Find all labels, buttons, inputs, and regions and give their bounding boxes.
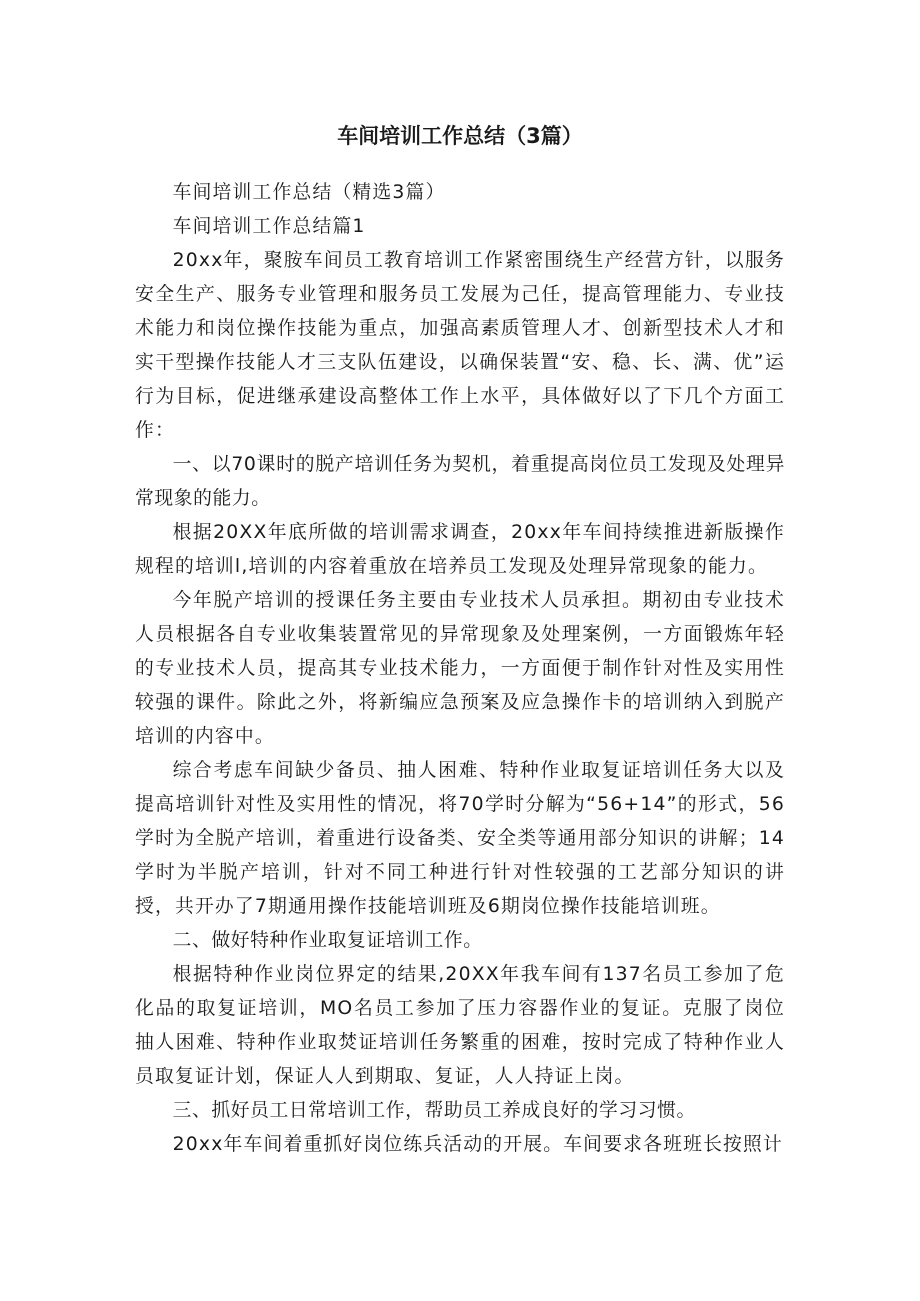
paragraph: 今年脱产培训的授课任务主要由专业技术人员承担。期初由专业技术人员根据各自专业收集装置常见的异常现象及处理案例，一方面锻炼年轻的专业技术人员，提高其专业技术能力，一方面便于制作针对性及实用性较强的课件。除此之外，将新编应急预案及应急操作卡的培训纳入到脱产培训的内容中。 xyxy=(135,590,785,747)
paragraph: 20xx年车间着重抓好岗位练兵活动的开展。车间要求各班班长按照计 xyxy=(172,1134,783,1155)
paragraph-heading: 二、做好特种作业取复证培训工作。 xyxy=(172,930,483,951)
paragraph-heading: 三、抓好员工日常培训工作，帮助员工养成良好的学习习惯。 xyxy=(172,1100,696,1121)
document-title: 车间培训工作总结（3篇） xyxy=(337,124,583,148)
document-body xyxy=(135,176,785,1162)
paragraph-section-title: 车间培训工作总结篇1 xyxy=(172,216,366,237)
paragraph: 20xx年，聚胺车间员工教育培训工作紧密围绕生产经营方针，以服务安全生产、服务专业管理和服务员工发展为己任，提高管理能力、专业技术能力和岗位操作技能为重点，加强高素质管理人才、创新型技术人才和实干型操作技能人才三支队伍建设，以确保装置“安、稳、长、满、优”运行为目标，促进继承建设高整体工作上水平，具体做好以了下几个方面工作： xyxy=(135,250,785,441)
paragraph-heading: 一、以70课时的脱产培训任务为契机，着重提高岗位员工发现及处理异常现象的能力。 xyxy=(135,454,785,509)
paragraph: 根据20XX年底所做的培训需求调查，20xx年车间持续推进新版操作规程的培训l,培训的内容着重放在培养员工发现及处理异常现象的能力。 xyxy=(135,522,785,577)
paragraph: 综合考虑车间缺少备员、抽人困难、特种作业取复证培训任务大以及提高培训针对性及实用性的情况，将70学时分解为“56+14”的形式，56学时为全脱产培训，着重进行设备类、安全类等通用部分知识的讲解；14学时为半脱产培训，针对不同工种进行针对性较强的工艺部分知识的讲授，共开办了7期通用操作技能培训班及6期岗位操作技能培训班。 xyxy=(135,760,785,917)
paragraph-subtitle: 车间培训工作总结（精选3篇） xyxy=(172,182,446,203)
paragraph: 根据特种作业岗位界定的结果,20XX年我车间有137名员工参加了危化品的取复证培训，MO名员工参加了压力容器作业的复证。克服了岗位抽人困难、特种作业取焚证培训任务繁重的困难，按时完成了特种作业人员取复证计划，保证人人到期取、复证，人人持证上岗。 xyxy=(135,964,785,1087)
